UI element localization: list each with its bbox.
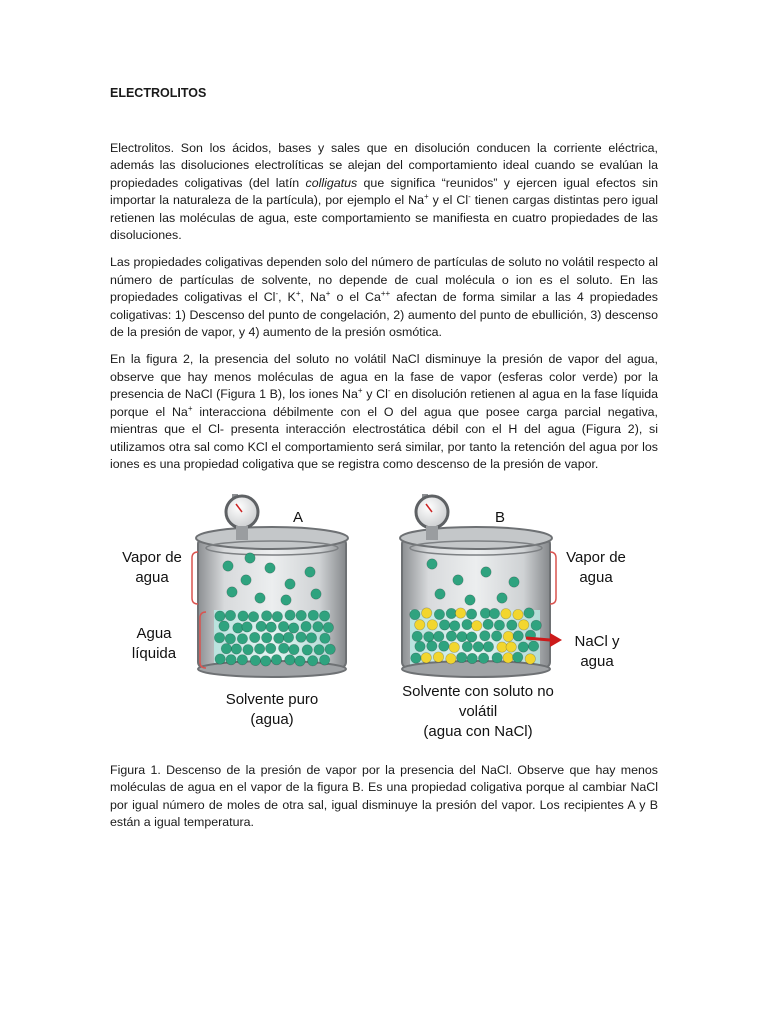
paragraph-3 [110,351,658,473]
water-molecule [238,611,248,621]
water-molecule [307,656,317,666]
water-molecule [289,644,299,654]
water-molecule [261,656,271,666]
water-molecule [489,608,499,618]
water-molecule [319,655,329,665]
water-molecule [265,563,275,573]
water-molecule [457,631,467,641]
water-molecule [531,620,541,630]
water-molecule [446,631,456,641]
water-molecule [285,655,295,665]
label-nacl-right-2: agua [580,653,614,670]
water-molecule [285,610,295,620]
water-molecule [412,631,422,641]
water-molecule [272,611,282,621]
label-vapor-left-1: Vapor de [122,549,182,566]
water-molecule [481,567,491,577]
water-molecule [465,595,475,605]
document-page [110,86,658,483]
water-molecule [231,644,241,654]
water-molecule [311,589,321,599]
water-molecule [410,609,420,619]
p2-sup-3: + [325,289,331,299]
water-molecule [478,653,488,663]
vapor-pressure-figure [110,488,658,756]
caption-b-1: Solvente con soluto no [402,683,554,700]
p2-text-a: Las propiedades coligativas dependen solo del número de partículas de soluto no volátil respecto al número de partículas de solvente, no depende de cual molécula o ion es el soluto. En las propiedades coligativas el Cl [110,255,658,305]
water-molecule [513,652,523,662]
p2-sup-2: + [295,289,301,299]
p2-sup-4: ++ [380,289,391,299]
water-molecule [242,622,252,632]
p1-text-a: Electrolitos. Son los ácidos, bases y sales que en disolución conducen la corriente eléctrica, además las disoluciones electrolíticas se alejan del comportamiento ideal cuando se evalúan la propiedades coligativas (del latín [110,141,658,190]
p3-text-b: y Cl [362,387,388,402]
water-molecule [225,634,235,644]
label-vapor-right-1: Vapor de [566,549,626,566]
salt-ion [421,653,431,663]
water-molecule [225,610,235,620]
water-molecule [279,643,289,653]
salt-ion [503,631,513,641]
water-molecule [221,643,231,653]
p1-text-b: que significa “reunidos” y ejercen igual efectos sin importar la naturaleza de la partícula), por ejemplo el Na [110,175,658,208]
label-nacl-right-1: NaCl y [574,633,620,650]
salt-ion [513,609,523,619]
water-molecule [480,631,490,641]
water-molecule [509,577,519,587]
label-vapor-right [556,548,636,588]
label-b: B [494,509,505,526]
water-molecule [262,633,272,643]
water-molecule [528,641,538,651]
water-molecule [288,623,298,633]
water-molecule [483,641,493,651]
water-molecule [308,610,318,620]
water-molecule [497,593,507,603]
water-molecule [435,589,445,599]
p2-text-b: , K [278,290,296,305]
water-molecule [281,595,291,605]
label-nacl-right [562,632,632,672]
figure-caption: Figura 1. Descenso de la presión de vapor por la presencia del NaCl. Observe que hay menos moléculas de agua en el vapor de la figura B. Es una propiedad coligativa porque al cambiar NaCl por igual número de moles de otra sal, igual disminuye la presión del vapor. Los recipientes A y B están a igual temperatura. [110,763,658,830]
water-molecule [271,655,281,665]
water-molecule [446,608,456,618]
p1-text-c: y el Cl [428,193,469,208]
caption-b-3: (agua con NaCl) [423,723,533,740]
water-molecule [237,634,247,644]
water-molecule [233,623,243,633]
water-molecule [492,653,502,663]
water-molecule [319,611,329,621]
salt-ion [455,608,465,618]
water-molecule [434,609,444,619]
water-molecule [283,632,293,642]
water-molecule [462,641,472,651]
paragraph-1 [110,140,658,244]
water-molecule [295,656,305,666]
salt-ion [525,654,535,664]
p3-sup-3: + [187,403,193,413]
p1-sup-2: - [468,192,471,202]
p2-text-c: , Na [300,290,326,305]
water-molecule [302,645,312,655]
water-molecule [507,620,517,630]
water-molecule [314,645,324,655]
salt-ion [427,620,437,630]
water-molecule [434,631,444,641]
water-molecule [237,655,247,665]
salt-ion [518,620,528,630]
water-molecule [248,612,258,622]
water-molecule [524,608,534,618]
water-molecule [274,633,284,643]
p3-sup-1: + [357,386,363,396]
water-molecule [214,633,224,643]
p1-text-d: tienen cargas distintas pero igual retienen las moléculas de agua, este comportamiento se manifiesta en cuatro propiedades de las disoluciones. [110,193,658,243]
page-title: ELECTROLITOS [110,86,207,100]
salt-ion [446,654,456,664]
container-b [400,494,552,677]
water-molecule [320,633,330,643]
water-molecule [250,655,260,665]
container-a [196,494,348,677]
salt-ion [421,608,431,618]
salt-ion [503,653,513,663]
water-molecule [491,631,501,641]
p2-sup-1: - [275,289,279,299]
water-molecule [255,593,265,603]
caption-a-2: (agua) [250,711,294,728]
water-molecule [278,621,288,631]
water-molecule [450,621,460,631]
water-molecule [439,620,449,630]
water-molecule [453,575,463,585]
salt-ion [433,652,443,662]
water-molecule [215,654,225,664]
water-molecule [415,641,425,651]
water-molecule [296,632,306,642]
water-molecule [427,641,437,651]
water-molecule [466,609,476,619]
p3-sup-2: - [387,386,391,396]
water-molecule [473,642,483,652]
water-molecule [306,633,316,643]
water-molecule [265,643,275,653]
water-molecule [226,655,236,665]
water-molecule [513,631,523,641]
label-vapor-right-2: agua [579,569,613,586]
salt-ion [506,642,516,652]
water-molecule [301,621,311,631]
water-molecule [483,619,493,629]
water-molecule [254,644,264,654]
p3-text-a: En la figura 2, la presencia del soluto no volátil NaCl disminuye la presión de vapor del agua, observe que hay menos moléculas de agua en la fase de vapor (esferas color verde) por la presencia de NaCl (Figura 1 B), los iones Na [110,352,658,402]
water-molecule [250,632,260,642]
label-a: A [292,509,303,526]
p1-italic: colligatus [305,175,358,190]
p3-text-c: en disolución retienen al agua en la fase líquida porque el Na [110,387,658,419]
water-molecule [296,610,306,620]
water-molecule [424,632,434,642]
water-molecule [227,587,237,597]
water-molecule [245,553,255,563]
paragraph-2 [110,254,658,341]
water-molecule [285,579,295,589]
water-molecule [313,621,323,631]
caption-a [210,690,334,730]
label-liquid-left [114,624,194,664]
salt-ion [501,609,511,619]
water-molecule [261,611,271,621]
water-molecule [494,620,504,630]
water-molecule [467,632,477,642]
salt-ion [449,642,459,652]
water-molecule [518,642,528,652]
water-molecule [215,611,225,621]
salt-ion [472,621,482,631]
p3-text-d: interacciona débilmente con el O del agua que posee carga parcial negativa, mientras que el Cl- presenta interacción electrostática débil con el H del agua (Figura 2), si utilizamos otra sal como KCl el comportamiento será similar, por tanto la retención del agua por los iones es una propiedad coligativa que se registra como descenso de la presión de vapor. [110,404,658,471]
label-vapor-left-2: agua [135,569,169,586]
water-molecule [467,653,477,663]
water-molecule [427,559,437,569]
water-molecule [256,621,266,631]
water-molecule [462,619,472,629]
water-molecule [241,575,251,585]
water-molecule [223,561,233,571]
caption-b-2: volátil [458,703,498,720]
water-molecule [305,567,315,577]
water-molecule [243,644,253,654]
water-molecule [325,644,335,654]
water-molecule [266,622,276,632]
water-molecule [457,652,467,662]
p2-text-e: afectan de forma similar a las 4 propiedades coligativas: 1) Descenso del punto de congelación, 2) aumento del punto de ebullición, 3) descenso de la presión de vapor, y 4) aumento de la presión osmótica. [110,290,658,340]
water-molecule [323,622,333,632]
salt-ion [415,620,425,630]
salt-ion [497,642,507,652]
p1-sup-1: + [423,192,429,202]
label-vapor-left [110,548,194,588]
water-molecule [439,641,449,651]
water-molecule [219,621,229,631]
caption-b [380,682,576,742]
caption-a-1: Solvente puro [225,691,319,708]
p2-text-d: o el Ca [330,290,381,305]
water-molecule [411,653,421,663]
label-liquid-left-2: líquida [131,645,177,662]
label-liquid-left-1: Agua [136,625,172,642]
